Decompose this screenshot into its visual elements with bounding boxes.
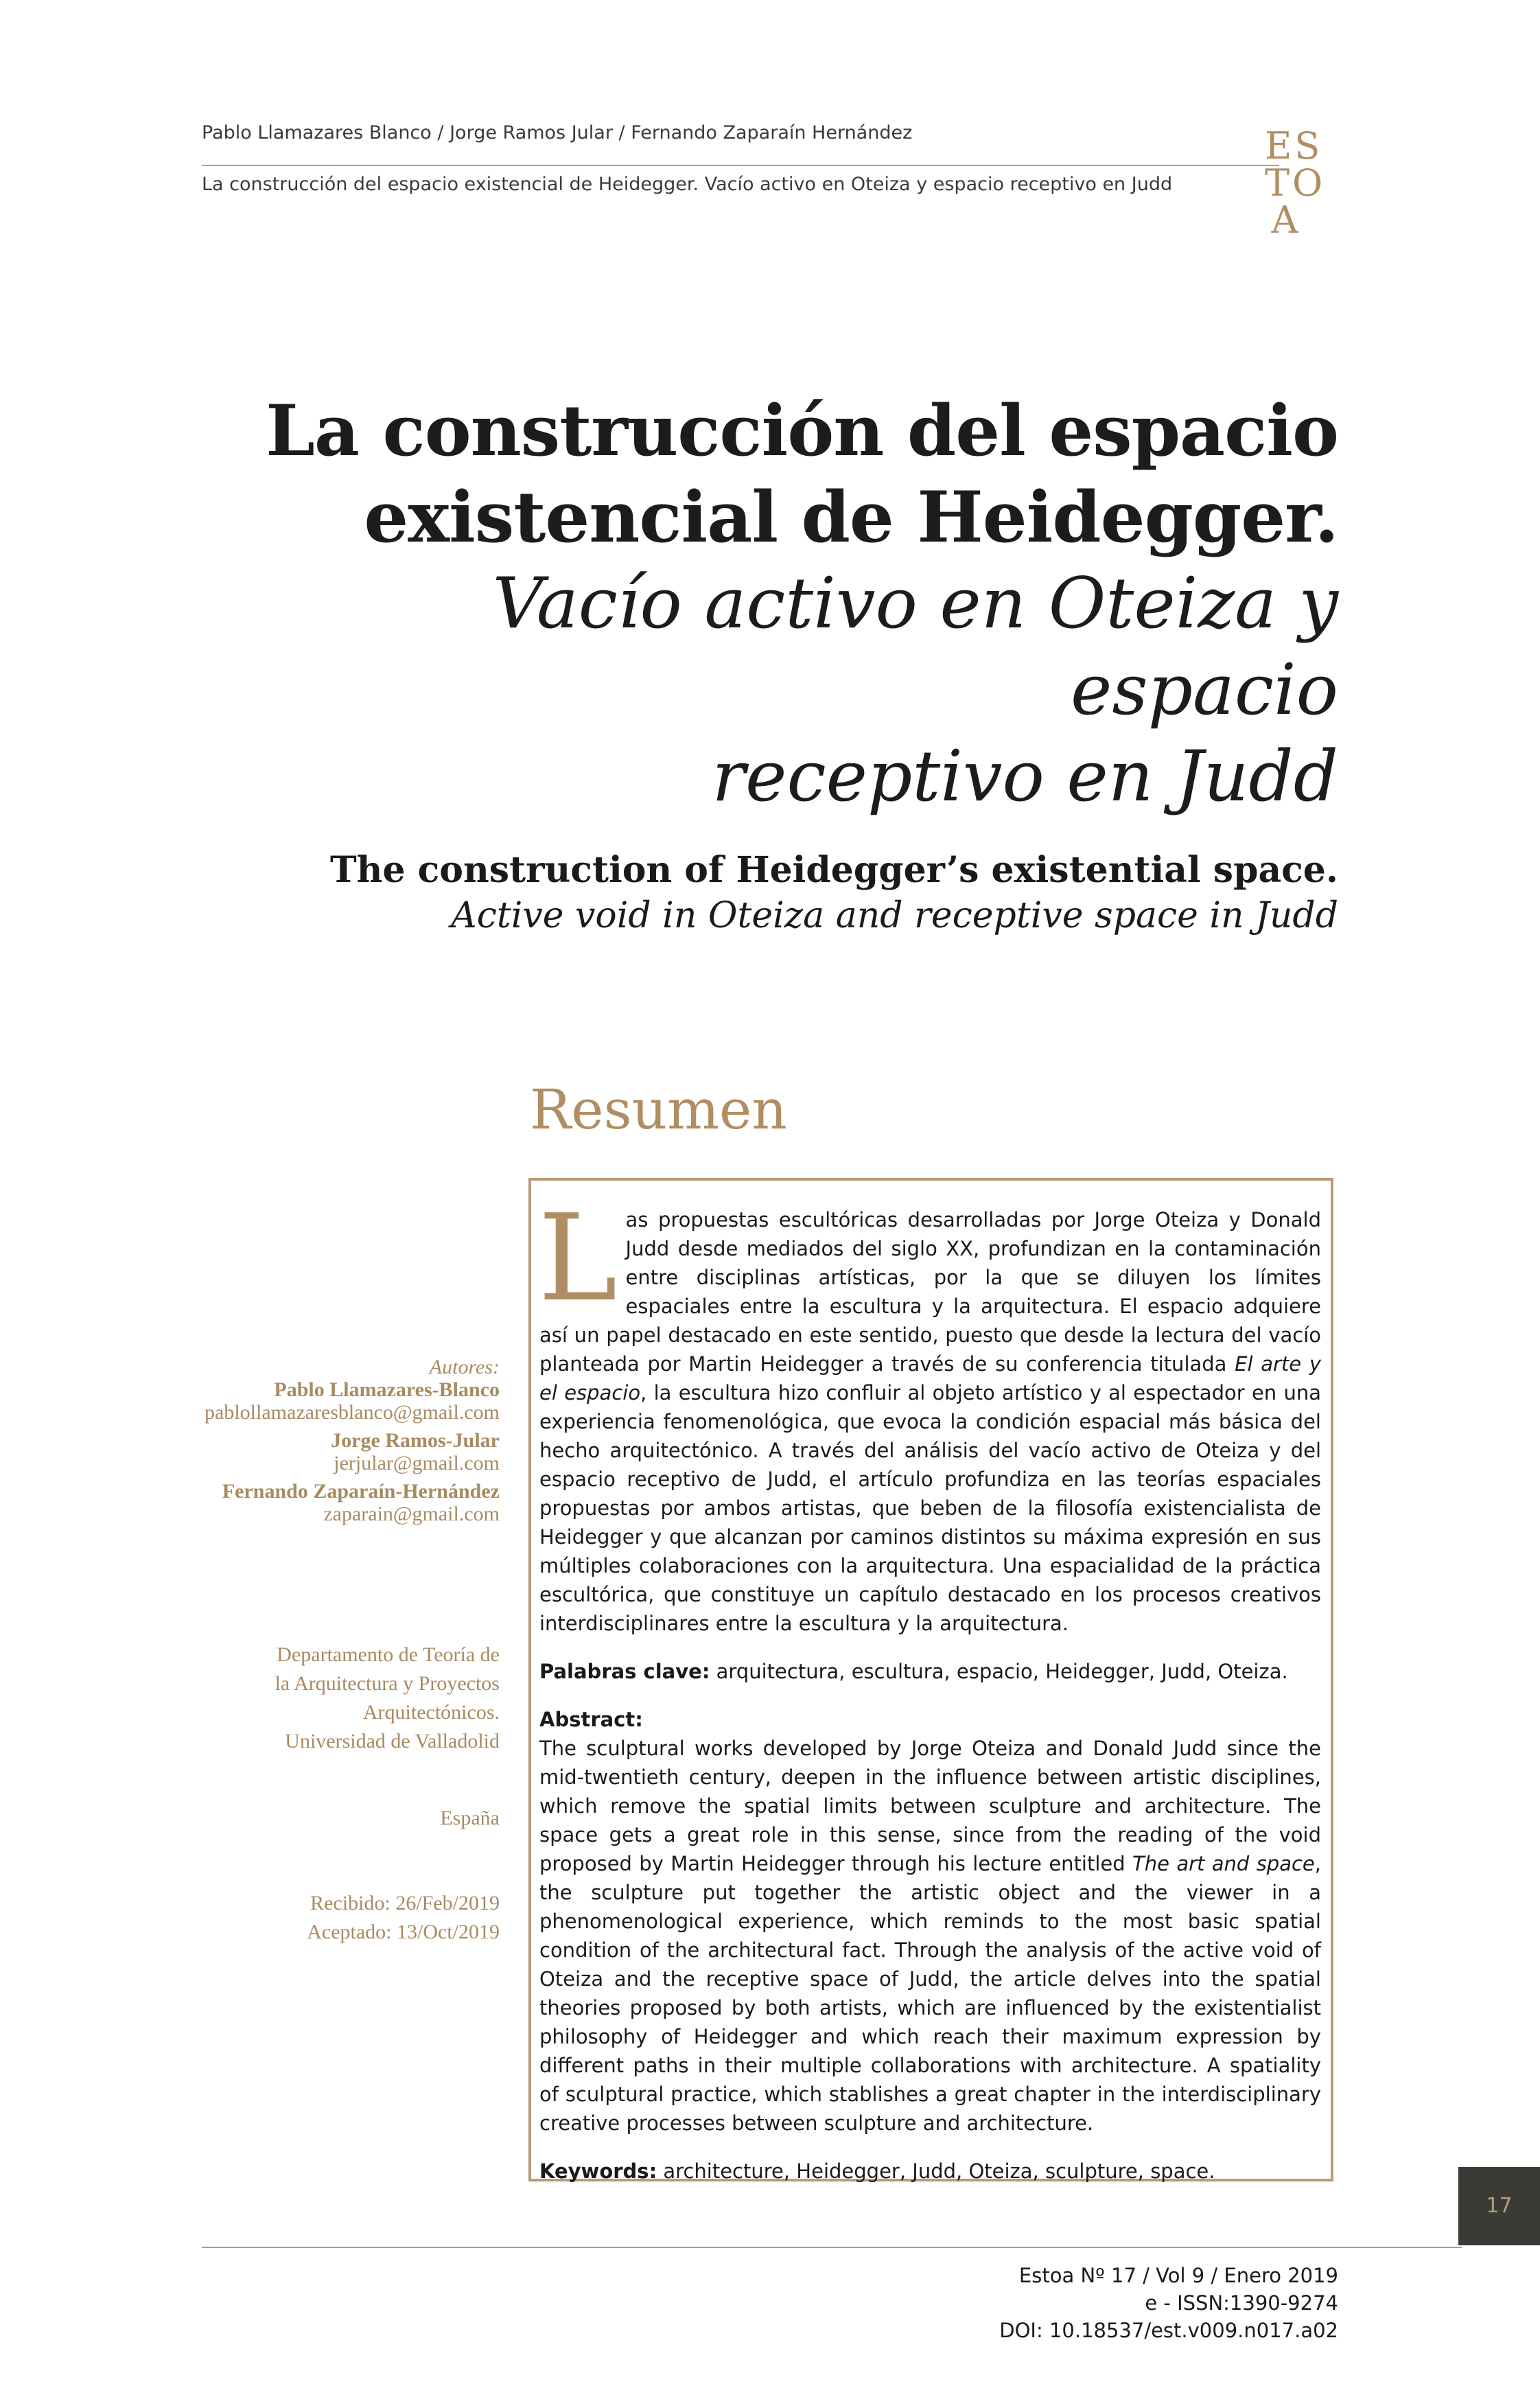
- abstract-label: Abstract:: [539, 1708, 643, 1731]
- palabras-clave-label: Palabras clave:: [539, 1660, 710, 1683]
- author-name: Pablo Llamazares-Blanco: [274, 1378, 500, 1401]
- abstract-box-content: [538, 1189, 1321, 2186]
- subtitle-line: receptivo en Judd: [712, 736, 1338, 818]
- palabras-clave-value: arquitectura, escultura, espacio, Heidegger, Judd, Oteiza.: [710, 1660, 1288, 1683]
- logo-row: ES: [1265, 124, 1323, 167]
- logo-row: TO: [1265, 161, 1326, 205]
- footer-issn: e - ISSN:1390-9274: [1145, 2291, 1338, 2315]
- sidebar-country: España: [440, 1807, 500, 1829]
- resumen-paragraph: [538, 1189, 1321, 1638]
- drop-cap: L: [538, 1189, 618, 1328]
- resumen-italic-title: El arte y el espacio: [539, 1352, 1321, 1404]
- department-line: la Arquitectura y Proyectos: [275, 1672, 500, 1695]
- estoa-logo: [1265, 124, 1326, 242]
- authors-label: Autores:: [429, 1356, 500, 1378]
- sidebar-department: [137, 1641, 500, 1756]
- footer-journal: Estoa Nº 17 / Vol 9 / Enero 2019: [1018, 2264, 1338, 2287]
- abstract-text: The sculptural works developed by Jorge Oteiza and Donald Judd since the mid-twentieth century, deepen in the influence between artistic disciplines, which remove the spatial limits between sculpture and architecture. The space gets a great role in this sense, since from the reading of the void proposed by Martin Heidegger through his lecture entitled: [539, 1737, 1321, 1875]
- running-header-authors: Pablo Llamazares Blanco / Jorge Ramos Jular / Fernando Zaparaín Hernández: [202, 122, 913, 143]
- title-line: existencial de Heidegger.: [364, 476, 1338, 559]
- department-line: Universidad de Valladolid: [285, 1730, 500, 1752]
- page-number: 17: [1458, 2167, 1540, 2245]
- palabras-clave: [539, 1657, 1321, 1686]
- sidebar-authors: [137, 1356, 500, 1525]
- department-line: Arquitectónicos.: [362, 1701, 500, 1724]
- resumen-text: , la escultura hizo confluir al objeto artístico y al espectador en una experiencia fenomenológica, que evoca la condición espacial más básica del hecho arquitectónico. A través del análisis del vacío activo de Oteiza y del espacio receptivo de Judd, el artículo profundiza en las teorías espaciales propuestas por ambos artistas, que beben de la filosofía existencialista de Heidegger y que alcanzan por caminos distintos su máxima expresión en sus múltiples colaboraciones con la arquitectura. Una espacialidad de la práctica escultórica, que constituye un capítulo destacado en los procesos creativos interdisciplinares entre la escultura y la arquitectura.: [539, 1381, 1321, 1635]
- sidebar-dates: [137, 1889, 500, 1947]
- accepted-date: Aceptado: 13/Oct/2019: [307, 1921, 500, 1943]
- author-email[interactable]: pablollamazaresblanco@gmail.com: [205, 1401, 500, 1424]
- footer-rule: [202, 2247, 1462, 2248]
- department-line: Departamento de Teoría de: [277, 1643, 500, 1666]
- title-line: La construcción del espacio: [266, 390, 1338, 472]
- abstract-box: [528, 1178, 1333, 2181]
- author-email[interactable]: zaparain@gmail.com: [323, 1503, 500, 1525]
- footer: [892, 2262, 1338, 2344]
- logo-row: A: [1271, 198, 1301, 242]
- author-name: Fernando Zaparaín-Hernández: [222, 1480, 500, 1503]
- resumen-heading: Resumen: [530, 1078, 787, 1142]
- english-title: [275, 848, 1338, 938]
- keywords: [539, 2157, 1321, 2186]
- subtitle-line: Vacío activo en Oteiza y espacio: [492, 563, 1338, 731]
- article-title: [206, 388, 1338, 820]
- header-rule: [202, 165, 1279, 166]
- author-name: Jorge Ramos-Jular: [331, 1429, 500, 1452]
- resumen-text: as propuestas escultóricas desarrolladas por Jorge Oteiza y Donald Judd desde mediados del siglo XX, profundizan en la contaminación entre disciplinas artísticas, por la que se diluyen los límites espaciales entre la escultura y la arquitectura. El espacio adquiere así un papel destacado en este sentido, puesto que desde la lectura del vacío planteada por Martin Heidegger a través de su conferencia titulada: [539, 1208, 1321, 1376]
- english-title-line: The construction of Heidegger’s existential space.: [329, 849, 1338, 891]
- footer-doi[interactable]: DOI: 10.18537/est.v009.n017.a02: [999, 2319, 1338, 2342]
- english-subtitle-line: Active void in Oteiza and receptive space in Judd: [451, 895, 1338, 936]
- received-date: Recibido: 26/Feb/2019: [310, 1892, 500, 1914]
- abstract-italic-title: The art and space: [1132, 1852, 1315, 1875]
- running-header-title: La construcción del espacio existencial de Heidegger. Vacío activo en Oteiza y espacio receptivo en Judd: [202, 174, 1173, 195]
- author-email[interactable]: jerjular@gmail.com: [334, 1452, 500, 1474]
- keywords-value: architecture, Heidegger, Judd, Oteiza, sculpture, space.: [657, 2160, 1215, 2183]
- abstract-text: , the sculpture put together the artistic object and the viewer in a phenomenological experience, which reminds to the most basic spatial condition of the architectural fact. Through the analysis of the active void of Oteiza and the receptive space of Judd, the article delves into the spatial theories proposed by both artists, which are influenced by the existentialist philosophy of Heidegger and which reach their maximum expression by different paths in their multiple collaborations with architecture. A spatiality of sculptural practice, which stablishes a great chapter in the interdisciplinary creative processes between sculpture and architecture.: [539, 1852, 1321, 2135]
- keywords-label: Keywords:: [539, 2160, 657, 2183]
- abstract-paragraph: [539, 1734, 1321, 2138]
